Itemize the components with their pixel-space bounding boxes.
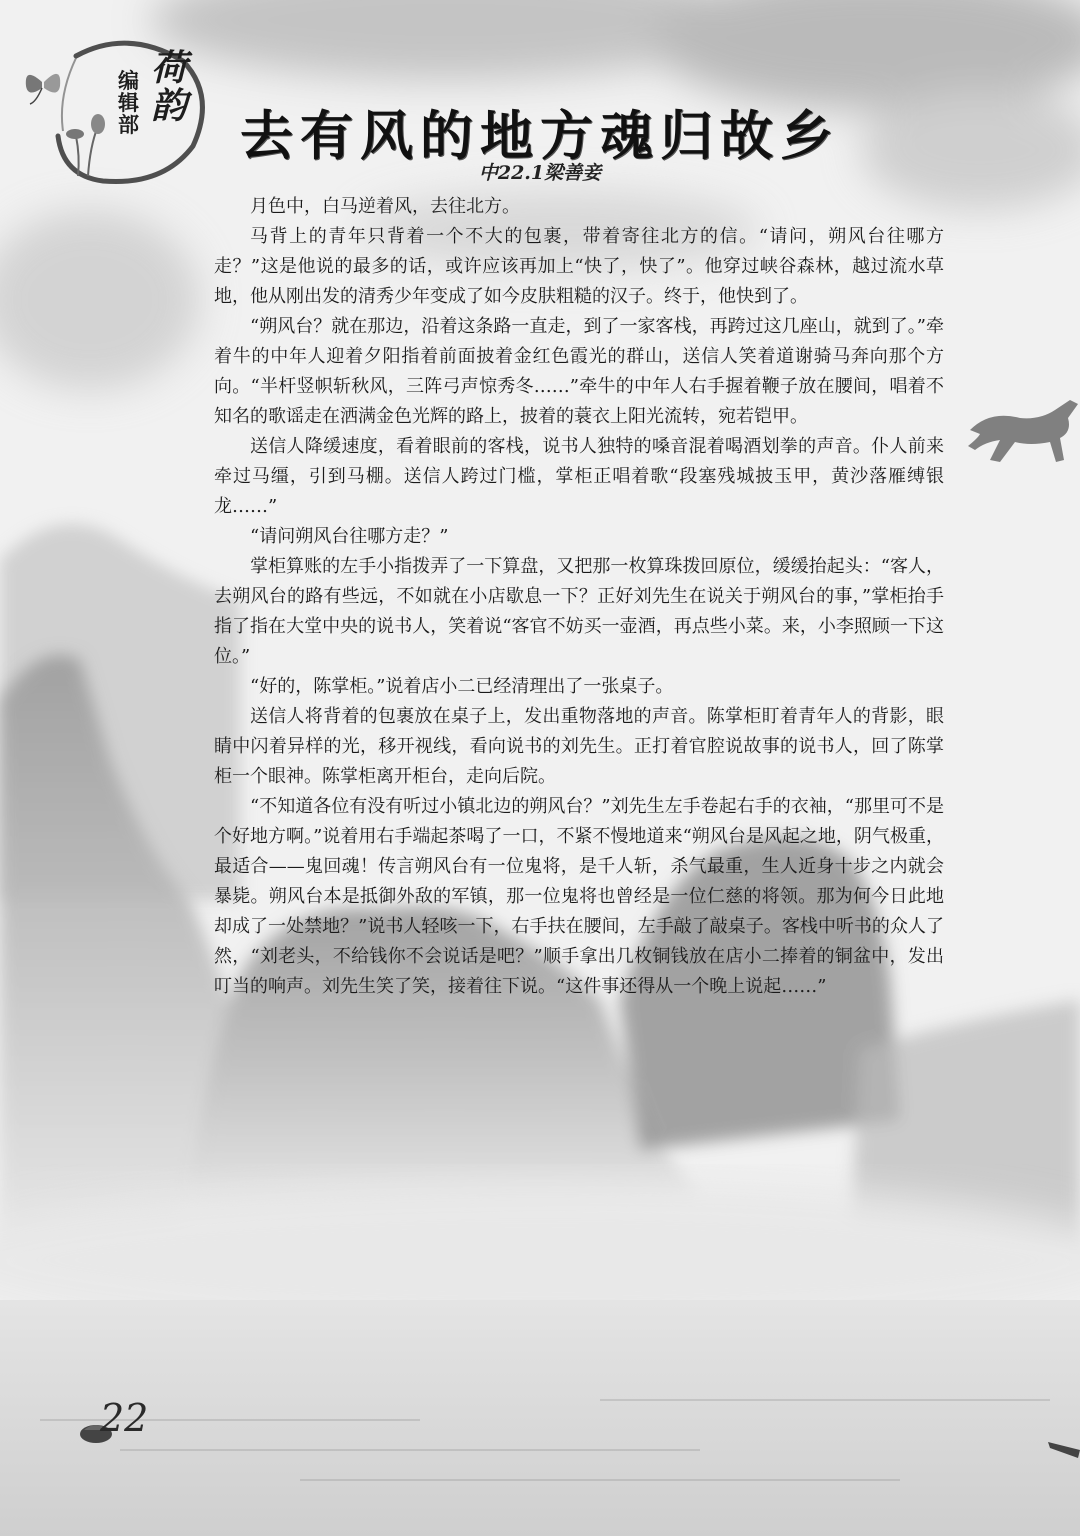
page-number (92, 1396, 162, 1444)
paragraph: 马背上的青年只背着一个不大的包裹，带着寄往北方的信。“请问，朔风台往哪方走？”这是他说的最多的话，或许应该再加上“快了，快了”。他穿过峡谷森林，越过流水草地，他从刚出发的清秀少年变成了如今皮肤粗糙的汉子。终于，他快到了。 (214, 226, 944, 307)
paragraph: “好的，陈掌柜。”说着店小二已经清理出了一张桌子。 (250, 676, 674, 697)
emblem-text-editorial: 编辑部 (118, 68, 139, 138)
paragraph: “不知道各位有没有听过小镇北边的朔风台？”刘先生左手卷起右手的衣袖，“那里可不是个好地方啊。”说着用右手端起茶喝了一口，不紧不慢地道来“朔风台是风起之地，阴气极重，最适合——鬼回魂！传言朔风台有一位鬼将，是千人斩，杀气最重，生人近身十步之内就会暴毙。朔风台本是抵御外敌的军镇，那一位鬼将也曾经是一位仁慈的将领。那为何今日此地却成了一处禁地？”说书人轻咳一下，右手扶在腰间，左手敲了敲桌子。客栈中听书的众人了然，“刘老头，不给钱你不会说话是吧？”顺手拿出几枚铜钱放在店小二捧着的铜盆中，发出叮当的响声。刘先生笑了笑，接着往下说。“这件事还得从一个晚上说起……” (214, 796, 944, 997)
paragraph: 送信人降缓速度，看着眼前的客栈，说书人独特的嗓音混着喝酒划拳的声音。仆人前来牵过马缰，引到马棚。送信人跨过门槛，掌柜正唱着歌“段塞残城披玉甲，黄沙落雁缚银龙……” (214, 436, 944, 517)
article-byline: 中22.1梁善妾 (478, 162, 602, 184)
running-horse-icon (960, 380, 1080, 490)
emblem-text-heyun: 荷韵 (151, 47, 188, 127)
paragraph: 掌柜算账的左手小指拨弄了一下算盘，又把那一枚算珠拨回原位，缓缓抬起头：“客人，去朔风台的路有些远，不如就在小店歇息一下？正好刘先生在说关于朔风台的事，”掌柜抬手指了指在大堂中央的说书人，笑着说“客官不妨买一壶酒，再点些小菜。来，小李照顾一下这位。” (214, 556, 944, 667)
paragraph: “请问朔风台往哪方走？” (250, 526, 449, 547)
paragraph: 送信人将背着的包裹放在桌子上，发出重物落地的声音。陈掌柜盯着青年人的背影，眼睛中闪着异样的光，移开视线，看向说书的刘先生。正打着官腔说故事的说书人，回了陈掌柜一个眼神。陈掌柜离开柜台，走向后院。 (214, 706, 944, 787)
paragraph: 月色中，白马逆着风，去往北方。 (250, 196, 520, 217)
page-number-text: 22 (100, 1396, 149, 1440)
paragraph: “朔风台？就在那边，沿着这条路一直走，到了一家客栈，再跨过这几座山，就到了。”牵着牛的中年人迎着夕阳指着前面披着金红色霞光的群山，送信人笑着道谢骑马奔向那个方向。“半杆竖帜斩秋风，三阵弓声惊秀冬……”牵牛的中年人右手握着鞭子放在腰间，唱着不知名的歌谣走在洒满金色光辉的路上，披着的蓑衣上阳光流转，宛若铠甲。 (214, 316, 944, 427)
article-title: 去有风的地方魂归故乡 (240, 105, 840, 167)
article-body (214, 192, 944, 1002)
